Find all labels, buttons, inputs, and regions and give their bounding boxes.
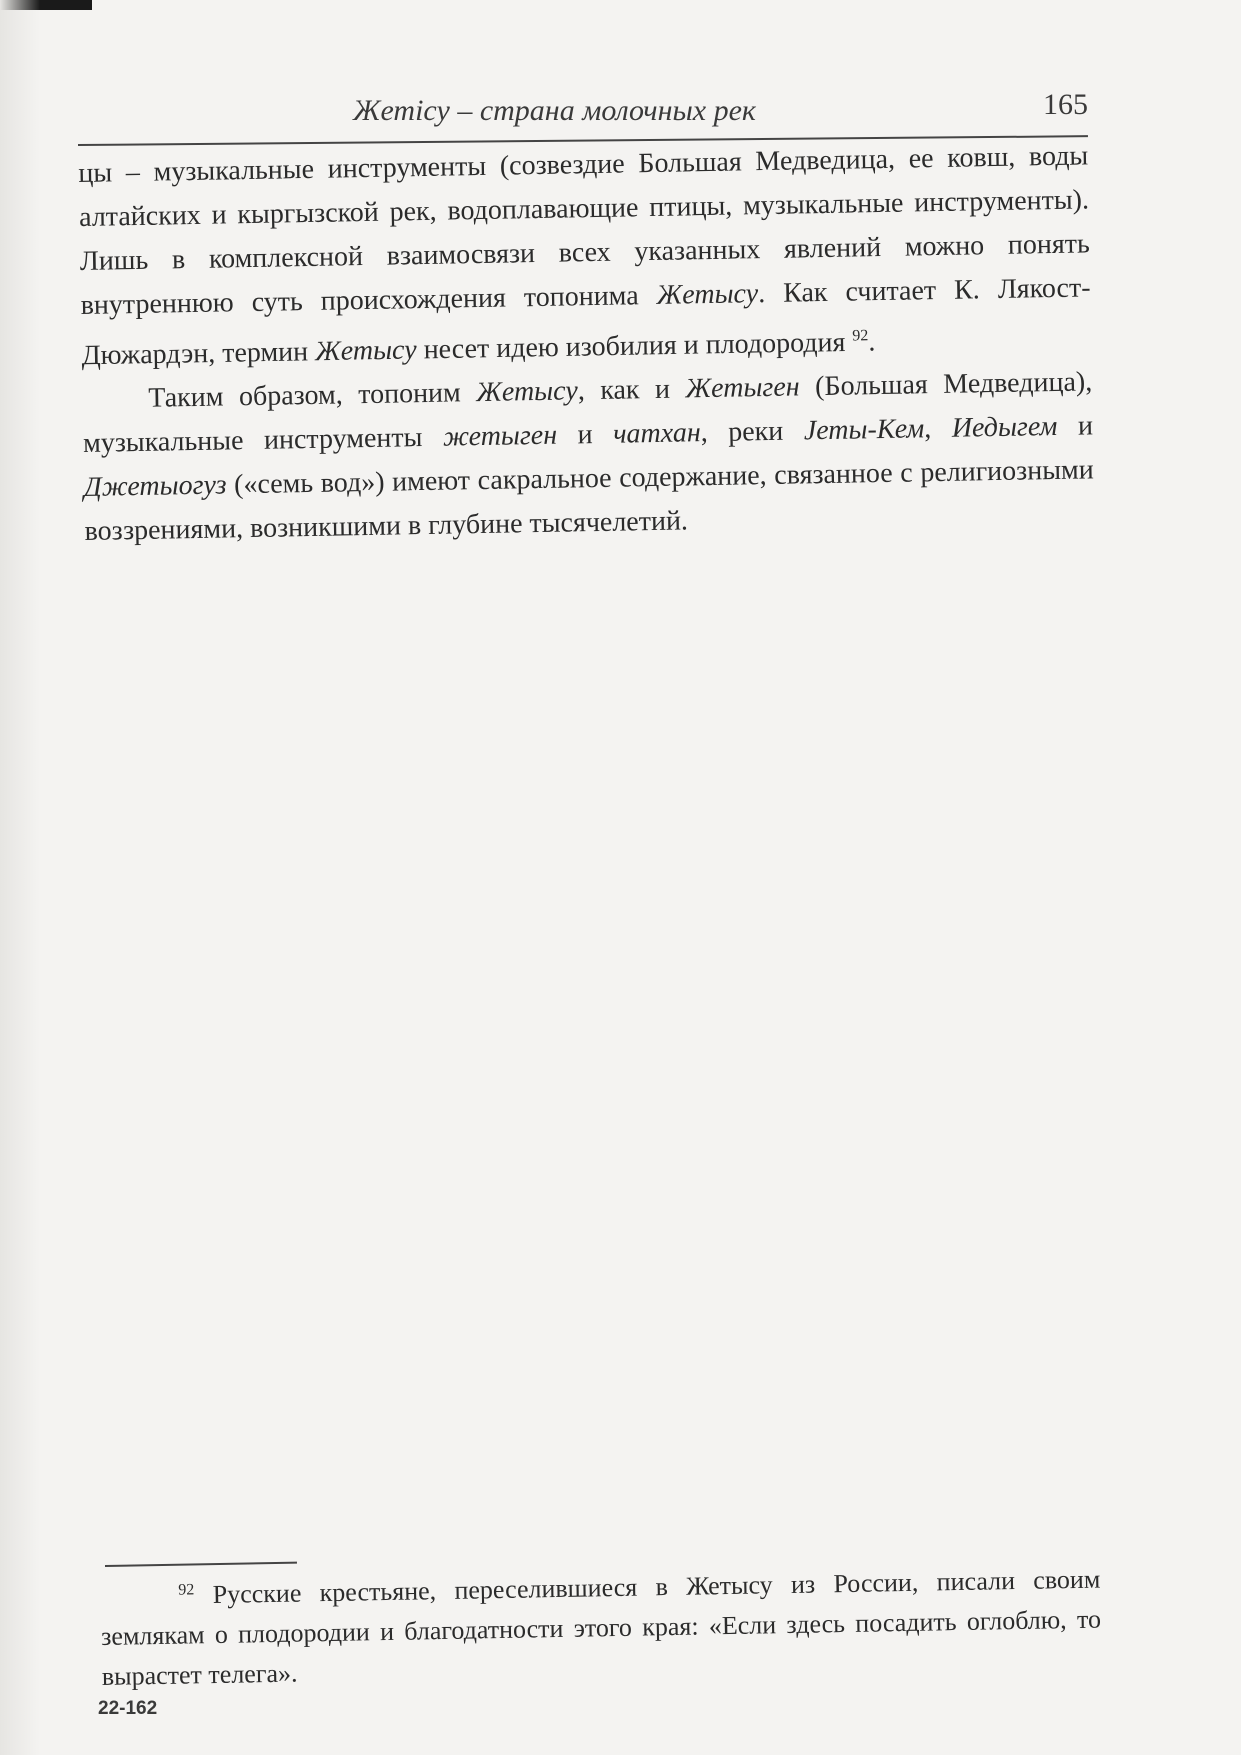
text-run: (Большая Медведица), музыкальные инструменты xyxy=(82,366,1093,460)
italic-term: чатхан xyxy=(612,417,701,451)
footnote-rule xyxy=(105,1562,297,1567)
running-head-title: Жетісу – страна молочных рек xyxy=(353,94,756,127)
italic-term: Иедыгем xyxy=(951,411,1058,445)
footnote-text xyxy=(100,1555,1102,1697)
main-text xyxy=(78,134,1095,554)
footnote xyxy=(100,1555,1102,1697)
paragraph-1 xyxy=(78,134,1092,378)
text-run: , xyxy=(924,413,953,445)
paragraph-2 xyxy=(82,361,1095,555)
text-run: несет идею изобилия и плодородия xyxy=(416,326,853,366)
page-edge-shadow xyxy=(0,0,40,1755)
italic-term: Жетысу xyxy=(475,375,579,409)
text-run: , как и xyxy=(577,373,686,407)
text-run: Таким образом, топоним xyxy=(148,377,477,415)
text-run: («семь вод») имеют сакральное содержание, связанное с религиозными воззрениями, возникшими в глубине тысячелетий. xyxy=(84,454,1094,548)
text-run: . Как считает К. Лякост-Дюжардэн, термин xyxy=(81,272,1091,372)
italic-term: Јеты-Кем xyxy=(803,413,925,447)
italic-term: Джетыогуз xyxy=(83,469,227,504)
page-number: 165 xyxy=(1043,88,1088,121)
printer-signature: 22-162 xyxy=(98,1698,158,1719)
italic-term: Жетысу xyxy=(314,334,417,368)
text-run: и xyxy=(1057,410,1094,443)
text-run: и xyxy=(556,419,614,452)
italic-term: Жетысу xyxy=(656,278,759,311)
italic-term: Жетыген xyxy=(685,371,800,405)
text-run: цы – музыкальные инструменты (созвездие Большая Медведица, ее ковш, воды алтайских и кыргызской рек, водоплавающие птицы, музыкальные инструменты). Лишь в комплексной взаимосвязи всех указанных явлений можно понять внутреннюю суть происхождения топонима xyxy=(78,140,1091,321)
footnote-reference[interactable]: 92 xyxy=(852,327,869,345)
footnote-body: Русские крестьяне, переселившиеся в Жетысу из России, писали своим землякам о плодородии и благодатности этого края: «Если здесь посадить оглоблю, то вырастет телега». xyxy=(100,1564,1102,1691)
footnote-mark: 92 xyxy=(178,1581,195,1599)
italic-term: жетыген xyxy=(442,420,558,453)
text-run: . xyxy=(868,326,876,358)
text-run: , реки xyxy=(700,415,805,449)
